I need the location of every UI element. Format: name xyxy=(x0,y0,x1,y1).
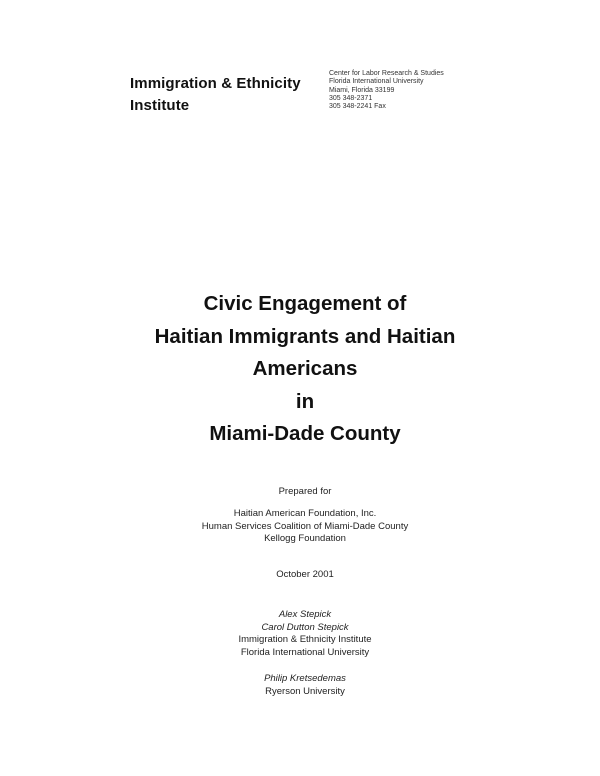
author-group-ryerson xyxy=(0,673,600,698)
address-line-city: Miami, Florida 33199 xyxy=(329,86,395,94)
date-text: October 2001 xyxy=(276,569,334,580)
author-affiliation: Immigration & Ethnicity Institute xyxy=(238,634,372,645)
title-line: Americans xyxy=(252,357,358,380)
author-name: Alex Stepick xyxy=(278,609,332,620)
funders-list xyxy=(0,508,600,546)
funder: Haitian American Foundation, Inc. xyxy=(233,508,377,519)
author-affiliation: Florida International University xyxy=(240,646,370,658)
institute-address xyxy=(329,70,444,111)
prepared-for-label xyxy=(0,486,600,499)
document-title xyxy=(0,288,600,451)
funder: Human Services Coalition of Miami-Dade County xyxy=(201,520,409,532)
author-name: Carol Dutton Stepick xyxy=(261,621,349,633)
address-line-university: Florida International University xyxy=(329,78,424,86)
author-group-fiu xyxy=(0,609,600,659)
institute-name-line: Institute xyxy=(130,97,190,114)
institute-name xyxy=(130,73,301,117)
address-line-phone: 305 348-2371 xyxy=(329,94,373,102)
publication-date xyxy=(0,569,600,582)
address-line-fax: 305 348-2241 Fax xyxy=(329,103,386,111)
author-name: Philip Kretsedemas xyxy=(264,673,346,684)
funder: Kellogg Foundation xyxy=(264,533,346,544)
author-affiliation: Ryerson University xyxy=(265,685,345,697)
title-line: Miami-Dade County xyxy=(209,422,401,445)
prepared-for-text: Prepared for xyxy=(278,486,332,497)
institute-name-line: Immigration & Ethnicity xyxy=(130,75,301,92)
title-line: in xyxy=(295,389,315,413)
title-line: Haitian Immigrants and Haitian xyxy=(154,324,456,348)
title-line: Civic Engagement of xyxy=(203,292,407,315)
address-line-center: Center for Labor Research & Studies xyxy=(329,70,444,77)
